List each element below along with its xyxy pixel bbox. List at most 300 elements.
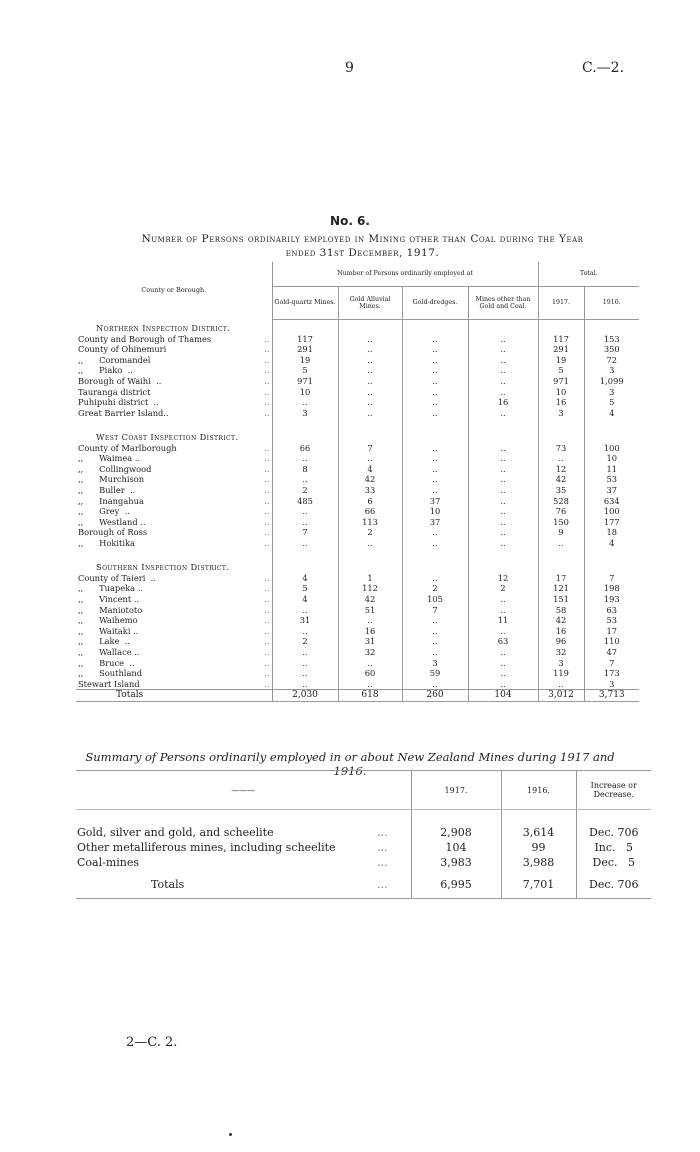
value-om: .. (468, 594, 538, 605)
section-header-row (76, 559, 639, 573)
summary-title: Summary of Persons ordinarily employed in or about New Zealand Mines during 1917 and 1916. (85, 750, 615, 778)
gap-cell (584, 548, 639, 559)
row-label: ,, Buller .. (78, 485, 136, 495)
value-t16: 350 (584, 344, 639, 355)
value-gd: .. (402, 615, 468, 626)
value-t17: 96 (538, 636, 584, 647)
header-total: Total. (538, 262, 639, 287)
summary-1917: 104 (411, 840, 501, 855)
value-om: .. (468, 387, 538, 398)
empty-cell (272, 320, 338, 334)
empty-cell (584, 559, 639, 573)
value-om: .. (468, 679, 538, 690)
row-label: ,, Lake .. (78, 636, 131, 647)
table-row (76, 626, 639, 637)
value-gq: .. (272, 647, 338, 658)
empty-cell (272, 429, 338, 443)
value-gd: .. (402, 647, 468, 658)
page-footer: 2—C. 2. (126, 1035, 178, 1050)
value-gd: .. (402, 365, 468, 376)
value-gq: .. (272, 517, 338, 528)
gap-cell (76, 418, 272, 429)
value-t16: 153 (584, 334, 639, 345)
totals-label: Totals (76, 690, 272, 702)
value-t17: 12 (538, 464, 584, 475)
value-gd: .. (402, 464, 468, 475)
header-gold-dredges: Gold-dredges. (402, 287, 468, 320)
leader-dots: .. (264, 333, 270, 344)
value-gd: .. (402, 397, 468, 408)
value-gq: .. (272, 657, 338, 668)
value-om: .. (468, 626, 538, 637)
value-ga: .. (338, 408, 402, 419)
value-t17: 3 (538, 657, 584, 668)
value-gd: 59 (402, 668, 468, 679)
value-t16: 110 (584, 636, 639, 647)
value-ga: 66 (338, 506, 402, 517)
header-gold-quartz: Gold-quartz Mines. (272, 287, 338, 320)
value-om: .. (468, 408, 538, 419)
value-t16: 634 (584, 496, 639, 507)
value-om: .. (468, 464, 538, 475)
value-om: .. (468, 443, 538, 454)
empty-cell (584, 320, 639, 334)
header-group: Number of Persons ordinarily employed at (272, 262, 538, 287)
table-row (76, 365, 639, 376)
empty-cell (468, 429, 538, 443)
leader-dots: .. (264, 625, 270, 636)
summary-header-change: Increase or Decrease. (576, 771, 651, 810)
empty-cell (338, 320, 402, 334)
summary-label: Other metalliferous mines, including scheelite (77, 841, 336, 854)
value-ga: 42 (338, 474, 402, 485)
value-gq: 4 (272, 594, 338, 605)
value-gd: .. (402, 453, 468, 464)
row-label: ,, Waimea .. (78, 453, 141, 464)
value-t17: 121 (538, 583, 584, 594)
gap-cell (272, 548, 338, 559)
section-title: West Coast Inspection District. (96, 432, 239, 443)
total-ga: 618 (338, 690, 402, 702)
leader-dots: .. (264, 615, 270, 626)
value-gd: 37 (402, 496, 468, 507)
table-row (76, 397, 639, 408)
value-t17: 42 (538, 615, 584, 626)
page-number: 9 (345, 60, 354, 76)
value-ga: 4 (338, 464, 402, 475)
value-ga: 1 (338, 573, 402, 584)
header-1917: 1917. (538, 287, 584, 320)
value-gq: .. (272, 397, 338, 408)
empty-cell (538, 559, 584, 573)
summary-label: Gold, silver and gold, and scheelite (77, 826, 274, 839)
table-title-line2: ended 31st December, 1917. (285, 247, 440, 259)
value-t16: 1,099 (584, 376, 639, 387)
value-t16: 3 (584, 679, 639, 690)
value-gd: 37 (402, 517, 468, 528)
value-gq: .. (272, 626, 338, 637)
value-ga: 60 (338, 668, 402, 679)
row-label: ,, Collingwood (78, 463, 152, 474)
row-label: ,, Westland .. (78, 516, 146, 527)
value-t17: 76 (538, 506, 584, 517)
empty-cell (584, 429, 639, 443)
summary-table (76, 770, 651, 899)
table-row (76, 464, 639, 475)
leader-dots: .. (264, 365, 270, 376)
leader-dots: .. (264, 463, 270, 474)
value-ga: 112 (338, 583, 402, 594)
gap-cell (538, 418, 584, 429)
table-row (76, 387, 639, 398)
table-row (76, 679, 639, 690)
table-row (76, 668, 639, 679)
value-t16: 193 (584, 594, 639, 605)
row-label: Stewart Island (78, 678, 140, 689)
value-om: .. (468, 376, 538, 387)
value-t16: 3 (584, 387, 639, 398)
row-label: ,, Waitaki .. (78, 625, 139, 636)
leader-dots: .. (264, 678, 270, 689)
leader-dots: .. (264, 386, 270, 397)
value-t17: 291 (538, 344, 584, 355)
leader-dots: .. (264, 593, 270, 604)
value-t17: 17 (538, 573, 584, 584)
value-om: .. (468, 538, 538, 549)
value-gd: .. (402, 626, 468, 637)
value-om: .. (468, 365, 538, 376)
empty-cell (338, 429, 402, 443)
value-om: .. (468, 474, 538, 485)
summary-row (76, 855, 651, 870)
value-gq: .. (272, 506, 338, 517)
value-om: 2 (468, 583, 538, 594)
value-gd: .. (402, 355, 468, 366)
value-ga: 16 (338, 626, 402, 637)
leader-dots: .. (264, 646, 270, 657)
value-t17: 32 (538, 647, 584, 658)
row-label: ,, Coromandel (78, 354, 151, 365)
table-row (76, 594, 639, 605)
table-row (76, 615, 639, 626)
value-ga: .. (338, 344, 402, 355)
summary-change: Inc. 5 (576, 840, 651, 855)
gap-cell (338, 418, 402, 429)
gap-cell (468, 548, 538, 559)
value-om: .. (468, 527, 538, 538)
empty-cell (402, 320, 468, 334)
leader-dots: .. (264, 516, 270, 527)
row-label: ,, Vincent .. (78, 593, 140, 604)
value-t17: 971 (538, 376, 584, 387)
table-row (76, 527, 639, 538)
summary-header-1917: 1917. (411, 771, 501, 810)
row-label: ,, Bruce .. (78, 657, 135, 668)
value-om: .. (468, 334, 538, 345)
value-t16: 3 (584, 365, 639, 376)
leader-dots: .. (264, 354, 270, 365)
value-ga: .. (338, 679, 402, 690)
value-t17: 19 (538, 355, 584, 366)
summary-header-1916: 1916. (501, 771, 576, 810)
total-om: 104 (468, 690, 538, 702)
empty-cell (402, 429, 468, 443)
value-t17: 151 (538, 594, 584, 605)
value-gq: .. (272, 604, 338, 615)
value-t17: 42 (538, 474, 584, 485)
row-label: ,, Tuapeka .. (78, 583, 144, 594)
summary-label: Coal-mines (77, 856, 140, 869)
summary-1916: 3,988 (501, 855, 576, 870)
leader-dots: .. (264, 474, 270, 485)
table-row (76, 583, 639, 594)
leader-dots: ... (377, 856, 388, 869)
leader-dots: .. (264, 583, 270, 594)
row-label: ,, Maniototo (78, 604, 143, 615)
value-gd: .. (402, 573, 468, 584)
leader-dots: .. (264, 453, 270, 464)
value-gq: 66 (272, 443, 338, 454)
value-t16: 173 (584, 668, 639, 679)
ink-dot (229, 1133, 232, 1136)
summary-change: Dec. 5 (576, 855, 651, 870)
summary-1917: 3,983 (411, 855, 501, 870)
value-t17: 528 (538, 496, 584, 507)
total-gq: 2,030 (272, 690, 338, 702)
section-title: Southern Inspection District. (96, 562, 230, 573)
leader-dots: ... (377, 841, 388, 854)
value-ga: .. (338, 453, 402, 464)
value-t17: .. (538, 679, 584, 690)
row-label: ,, Wallace .. (78, 646, 140, 657)
leader-dots: .. (264, 668, 270, 679)
leader-dots: .. (264, 604, 270, 615)
value-gd: .. (402, 485, 468, 496)
table-row (76, 355, 639, 366)
value-ga: .. (338, 365, 402, 376)
value-gq: 2 (272, 636, 338, 647)
value-gq: 291 (272, 344, 338, 355)
value-om: 11 (468, 615, 538, 626)
value-t16: 100 (584, 443, 639, 454)
table-row (76, 517, 639, 528)
value-om: .. (468, 647, 538, 658)
value-gd: .. (402, 344, 468, 355)
value-om: .. (468, 506, 538, 517)
value-t16: 11 (584, 464, 639, 475)
leader-dots: .. (264, 636, 270, 647)
value-gd: 105 (402, 594, 468, 605)
total-t16: 3,713 (584, 690, 639, 702)
value-gd: .. (402, 538, 468, 549)
spacer-cell (501, 810, 576, 826)
summary-body (76, 810, 651, 899)
value-t16: 5 (584, 397, 639, 408)
value-t16: 4 (584, 408, 639, 419)
value-t17: .. (538, 453, 584, 464)
empty-cell (538, 320, 584, 334)
table-row (76, 344, 639, 355)
leader-dots: .. (264, 485, 270, 495)
empty-cell (338, 559, 402, 573)
row-label: Tauranga district (78, 386, 151, 397)
header-gold-alluvial: Gold Alluvial Mines. (338, 287, 402, 320)
row-label: Borough of Ross (78, 527, 148, 538)
value-ga: 42 (338, 594, 402, 605)
row-label: ,, Southland (78, 668, 143, 679)
spacer-cell (411, 810, 501, 826)
value-gq: 5 (272, 365, 338, 376)
value-ga: .. (338, 615, 402, 626)
section-title: Northern Inspection District. (96, 322, 231, 333)
row-label: Borough of Waihi .. (78, 376, 162, 387)
value-ga: .. (338, 355, 402, 366)
value-ga: .. (338, 376, 402, 387)
gap-cell (538, 548, 584, 559)
value-t17: 35 (538, 485, 584, 496)
table-row (76, 573, 639, 584)
table-row (76, 408, 639, 419)
table-row (76, 506, 639, 517)
summary-totals-row (76, 870, 651, 899)
value-t16: 72 (584, 355, 639, 366)
value-t17: 16 (538, 626, 584, 637)
table-title-line1: Number of Persons ordinarily employed in Mining other than Coal during the Year (141, 233, 584, 245)
value-om: 16 (468, 397, 538, 408)
value-t16: 17 (584, 626, 639, 637)
value-gq: .. (272, 668, 338, 679)
value-t17: 10 (538, 387, 584, 398)
header-1916: 1916. (584, 287, 639, 320)
value-gq: 485 (272, 496, 338, 507)
section-header-row (76, 429, 639, 443)
empty-cell (468, 320, 538, 334)
gap-cell (402, 548, 468, 559)
value-t16: 100 (584, 506, 639, 517)
value-gd: .. (402, 387, 468, 398)
value-t17: 150 (538, 517, 584, 528)
value-gq: 3 (272, 408, 338, 419)
value-ga: .. (338, 397, 402, 408)
empty-cell (272, 559, 338, 573)
leader-dots: .. (264, 537, 270, 548)
table-row (76, 443, 639, 454)
value-t16: 7 (584, 573, 639, 584)
table-row (76, 636, 639, 647)
value-t17: 16 (538, 397, 584, 408)
leader-dots: .. (264, 442, 270, 453)
leader-dots: .. (264, 572, 270, 583)
value-om: 63 (468, 636, 538, 647)
value-gq: 19 (272, 355, 338, 366)
value-gq: .. (272, 679, 338, 690)
value-gq: 8 (272, 464, 338, 475)
table-row (76, 604, 639, 615)
value-gd: .. (402, 679, 468, 690)
row-label: County of Ohinemuri (78, 344, 167, 355)
value-t16: 7 (584, 657, 639, 668)
table-number: No. 6. (330, 214, 370, 228)
value-t16: 10 (584, 453, 639, 464)
summary-spacer (76, 810, 651, 826)
value-om: .. (468, 355, 538, 366)
value-ga: 2 (338, 527, 402, 538)
value-gd: 3 (402, 657, 468, 668)
value-ga: 7 (338, 443, 402, 454)
value-gq: 7 (272, 527, 338, 538)
summary-total-1917: 6,995 (411, 870, 501, 899)
value-gq: .. (272, 538, 338, 549)
table-row (76, 657, 639, 668)
row-label: Great Barrier Island.. (78, 407, 169, 418)
value-om: .. (468, 485, 538, 496)
value-ga: 113 (338, 517, 402, 528)
summary-row (76, 840, 651, 855)
value-ga: 33 (338, 485, 402, 496)
summary-total-1916: 7,701 (501, 870, 576, 899)
value-gq: 31 (272, 615, 338, 626)
value-gd: 2 (402, 583, 468, 594)
value-ga: .. (338, 538, 402, 549)
table-row (76, 453, 639, 464)
section-header-row (76, 320, 639, 334)
value-gq: 4 (272, 573, 338, 584)
value-t17: 3 (538, 408, 584, 419)
value-om: .. (468, 668, 538, 679)
summary-1916: 99 (501, 840, 576, 855)
value-t17: 117 (538, 334, 584, 345)
value-t16: 53 (584, 615, 639, 626)
value-t17: 58 (538, 604, 584, 615)
leader-dots: ... (376, 870, 411, 899)
value-gd: .. (402, 334, 468, 345)
value-om: .. (468, 604, 538, 615)
summary-change: Dec. 706 (576, 825, 651, 840)
value-om: .. (468, 657, 538, 668)
total-t17: 3,012 (538, 690, 584, 702)
value-t17: 73 (538, 443, 584, 454)
value-t16: 53 (584, 474, 639, 485)
value-gq: 971 (272, 376, 338, 387)
summary-1917: 2,908 (411, 825, 501, 840)
value-gd: .. (402, 376, 468, 387)
value-ga: .. (338, 387, 402, 398)
row-label: ,, Waihemo (78, 615, 138, 626)
value-ga: 6 (338, 496, 402, 507)
value-t16: 177 (584, 517, 639, 528)
row-label: ,, Hokitika (78, 537, 135, 548)
value-t16: 198 (584, 583, 639, 594)
leader-dots: .. (264, 407, 270, 418)
row-label: County of Taieri .. (78, 572, 156, 583)
table-body (76, 320, 639, 702)
gap-cell (76, 548, 272, 559)
value-t16: 37 (584, 485, 639, 496)
header-other-mines: Mines other than Gold and Coal. (468, 287, 538, 320)
value-t16: 4 (584, 538, 639, 549)
value-gd: .. (402, 636, 468, 647)
row-label: ,, Piako .. (78, 365, 133, 376)
value-gd: .. (402, 527, 468, 538)
header-county: County or Borough. (141, 286, 207, 295)
row-label: ,, Murchison (78, 474, 145, 485)
value-gd: 7 (402, 604, 468, 615)
row-label: Puhipuhi district .. (78, 397, 159, 408)
leader-dots: .. (264, 527, 270, 538)
value-om: .. (468, 344, 538, 355)
value-gq: .. (272, 453, 338, 464)
value-t16: 18 (584, 527, 639, 538)
